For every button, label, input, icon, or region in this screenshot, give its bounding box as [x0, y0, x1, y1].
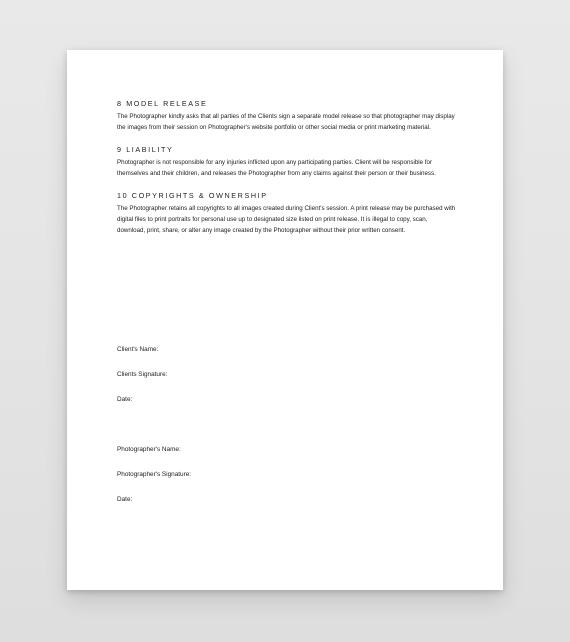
client-name-field[interactable]: Client's Name: — [117, 346, 159, 353]
photographer-signature-field[interactable]: Photographer's Signature: — [117, 471, 192, 478]
terms-content — [117, 98, 457, 247]
section-copyrights — [117, 190, 457, 237]
client-date-field[interactable]: Date: — [117, 396, 133, 403]
section-heading: 9 LIABILITY — [117, 144, 174, 154]
client-signature-block — [117, 346, 317, 421]
section-heading: 10 COPYRIGHTS & OWNERSHIP — [117, 190, 268, 200]
photographer-name-field[interactable]: Photographer's Name: — [117, 446, 181, 453]
photographer-date-field[interactable]: Date: — [117, 496, 133, 503]
document-page — [67, 50, 503, 590]
section-liability — [117, 144, 457, 180]
section-heading: 8 MODEL RELEASE — [117, 99, 208, 108]
client-signature-field[interactable]: Clients Signature: — [117, 371, 168, 378]
section-text: The Photographer kindly asks that all parties of the Clients sign a separate model release so that photographer may display the images from their session on Photographer's website portfolio or other social media or print marketing material. — [117, 113, 455, 132]
section-model-release — [117, 98, 457, 134]
photographer-signature-block — [117, 446, 317, 521]
section-text: Photographer is not responsible for any injuries inflicted upon any participating parties. Client will be responsible for themselves and their children, and releases the Photographer from any claims against their person or their business. — [117, 158, 436, 178]
section-text: The Photographer retains all copyrights to all images created during Client's session. A print release may be purchased with digital files to print portraits for personal use up to designated size listed on print release. It is illegal to copy, scan, download, print, share, or alter any image created by the Photographer without their prior written consent. — [117, 204, 456, 235]
